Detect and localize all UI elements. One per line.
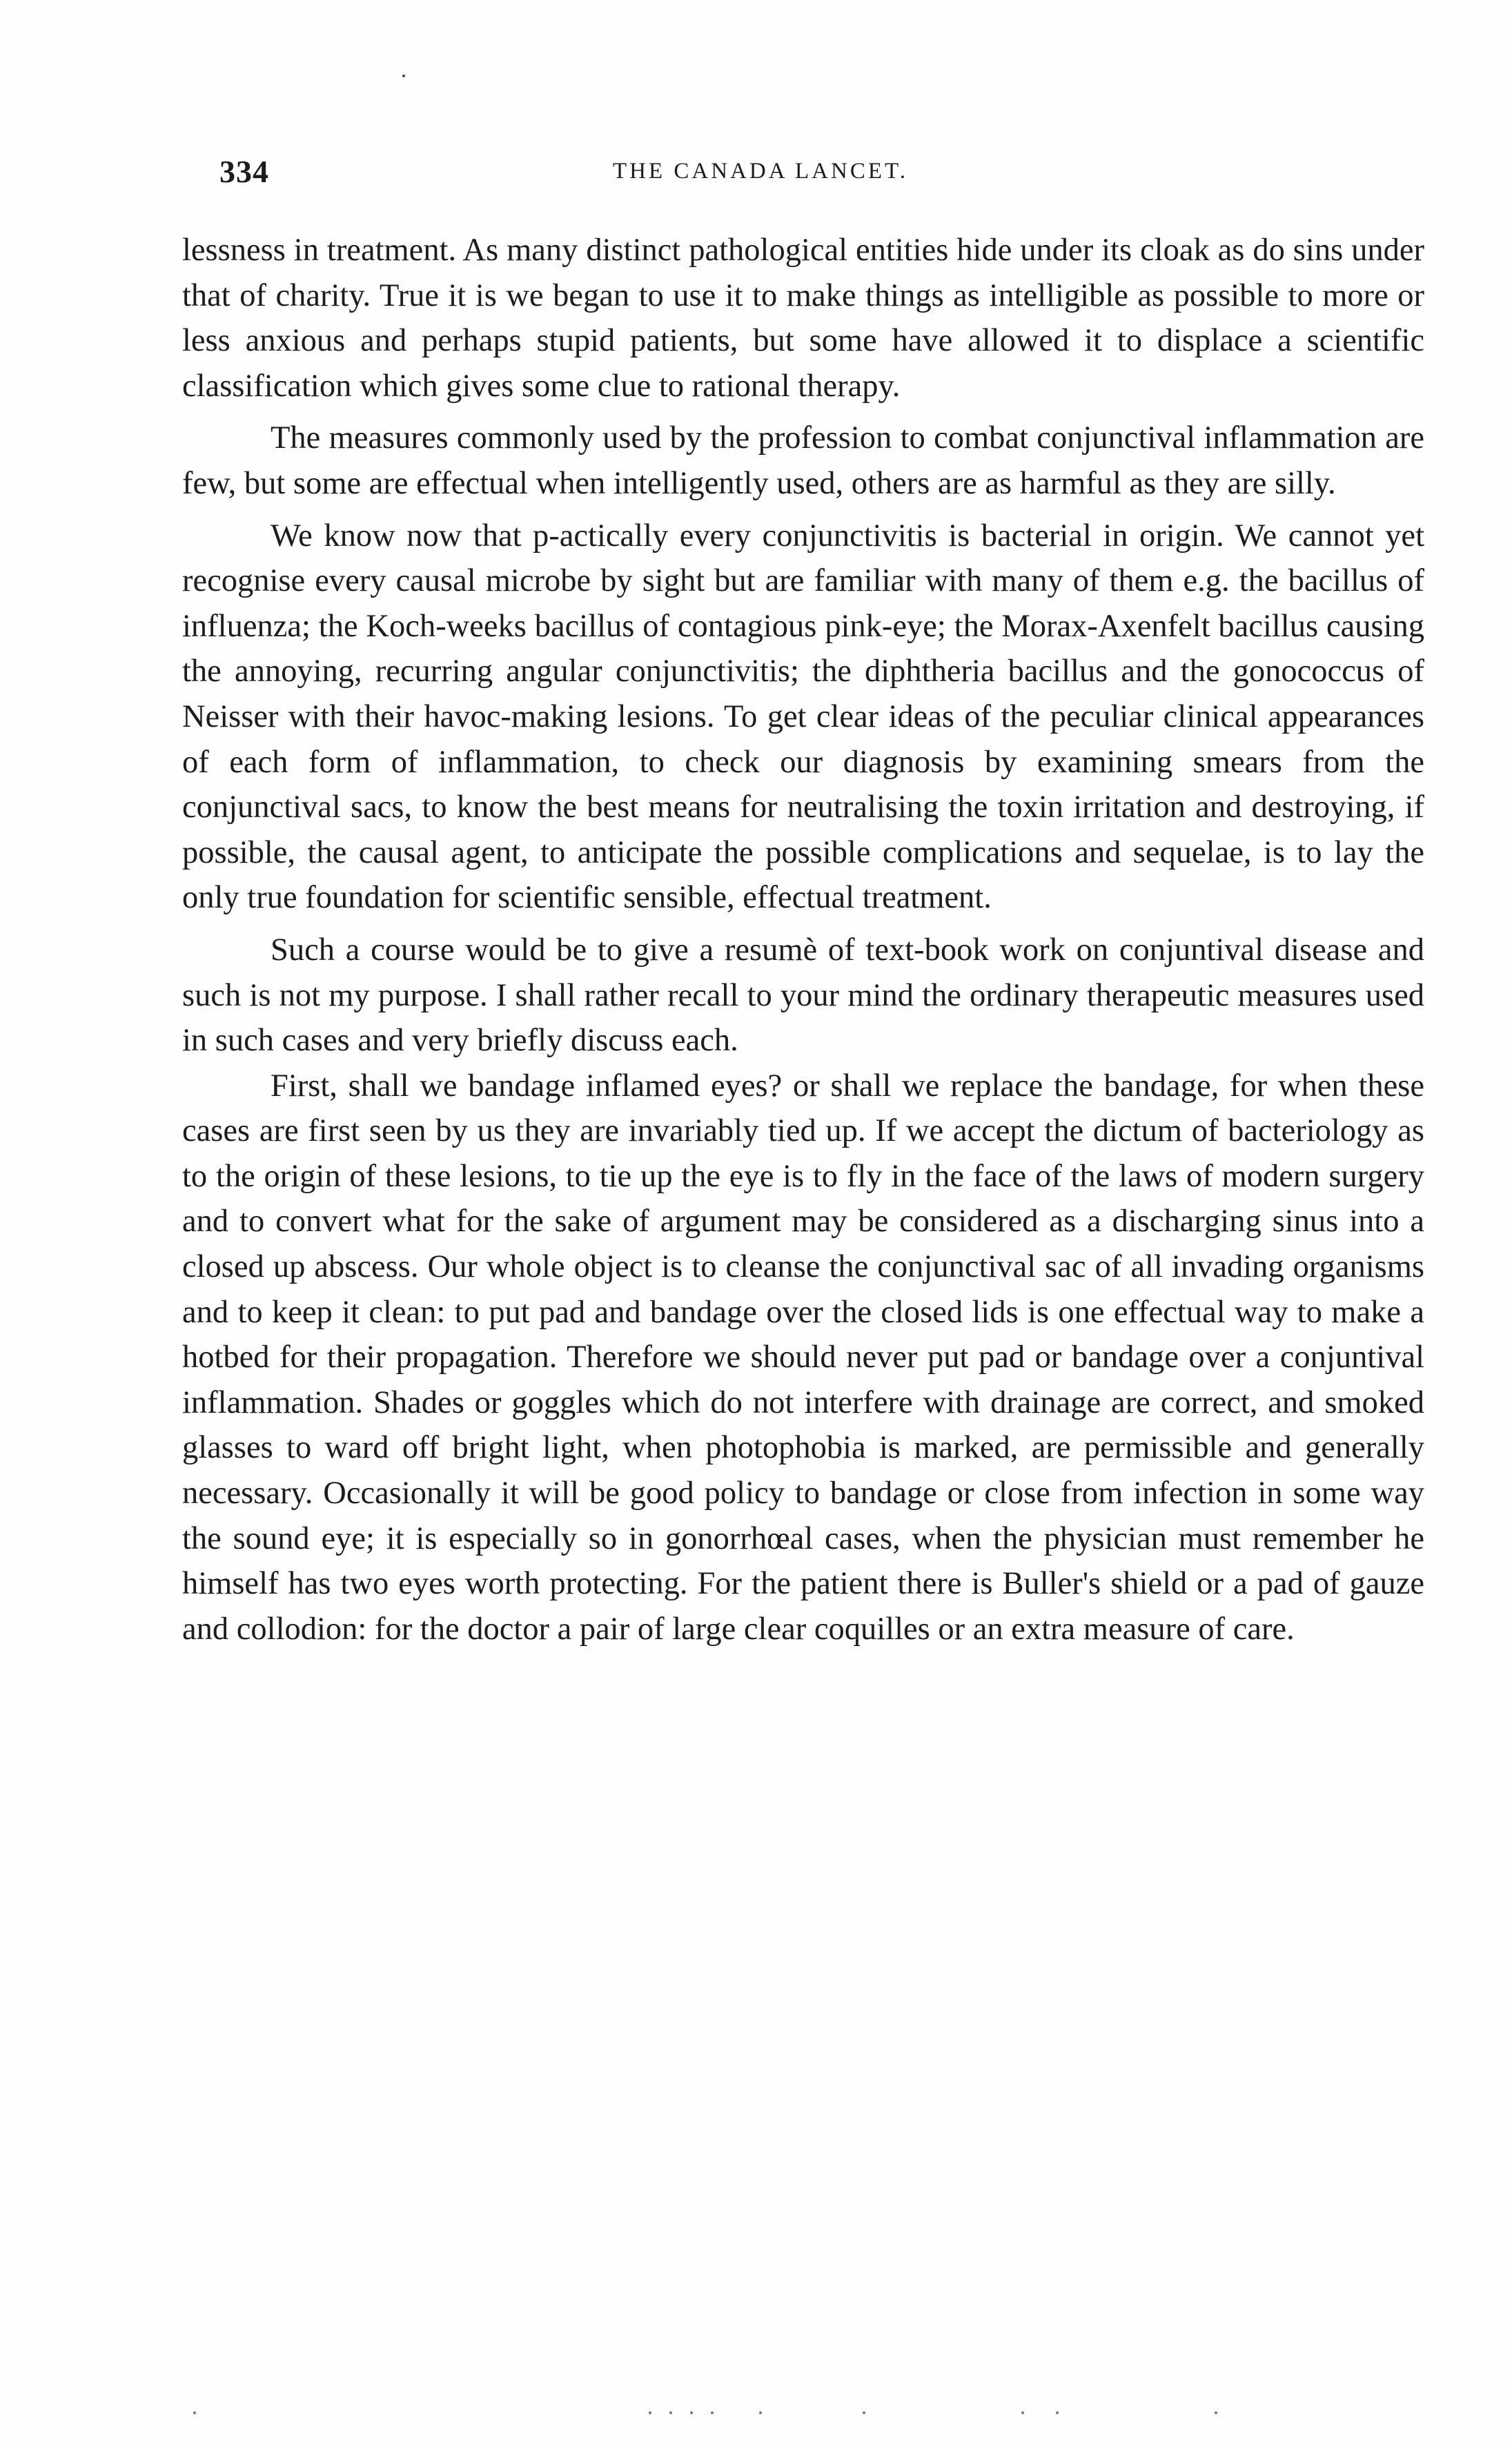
page-number: 334 [219, 154, 269, 189]
scan-artifacts [138, 2402, 1311, 2429]
paragraph-bacterial-origin: We know now that p-actically every conjunctivitis is bacterial in origin. We cannot yet recognise every causal microbe by sight but are familiar with many of them e.g. the bacillus of influenza; the Koch-weeks bacillus of contagious pink-eye; the Morax-Axenfelt bacillus causing the annoying, recurring angular conjunctivitis; the diphtheria bacillus and the gonococcus of Neisser with their havoc-making lesions. To get clear ideas of the peculiar clinical appearances of each form of inflammation, to check our diagnosis by examining smears from the conjunctival sacs, to know the best means for neutralising the toxin irritation and destroying, if possible, the causal agent, to anticipate the possible complications and sequelae, is to lay the only true foundation for scientific sensible, effectual treatment. [182, 518, 1424, 916]
article-body [182, 228, 1424, 1652]
scan-speck [402, 75, 405, 77]
paragraph-course: Such a course would be to give a resumè of text-book work on conjuntival disease and such is not my purpose. I shall rather recall to your mind the ordinary therapeutic measures used in such cases and very briefly discuss each. [182, 932, 1424, 1059]
paragraph-bandage: First, shall we bandage inflamed eyes? or shall we replace the bandage, for when these cases are first seen by us they are invariably tied up. If we accept the dictum of bacteriology as to the origin of these lesions, to tie up the eye is to fly in the face of the laws of modern surgery and to convert what for the sake of argument may be considered as a discharging sinus into a closed up abscess. Our whole object is to cleanse the conjunctival sac of all invading organisms and to keep it clean: to put pad and bandage over the closed lids is one effectual way to make a hotbed for their propagation. Therefore we should never put pad or bandage over a conjuntival inflammation. Shades or goggles which do not interfere with drainage are correct, and smoked glasses to ward off bright light, when photophobia is marked, are permissible and generally necessary. Occasionally it will be good policy to bandage or close from infection in some way the sound eye; it is especially so in gonorrhœal cases, when the physician must remember he himself has two eyes worth protecting. For the patient there is Buller's shield or a pad of gauze and collodion: for the doctor a pair of large clear coquilles or an extra measure of care. [182, 1068, 1424, 1647]
running-title: THE CANADA LANCET. [613, 159, 908, 184]
paragraph-measures: The measures commonly used by the profession to combat conjunctival inflammation are few, but some are effectual when intelligently used, others are as harmful as they are silly. [182, 420, 1424, 501]
paragraph-continuation: lessness in treatment. As many distinct pathological entities hide under its cloak as do sins under that of charity. True it is we began to use it to make things as intelligible as possible to more or less anxious and perhaps stupid patients, but some have allowed it to displace a scientific classification which gives some clue to rational therapy. [182, 233, 1424, 404]
page-header [219, 153, 1462, 195]
